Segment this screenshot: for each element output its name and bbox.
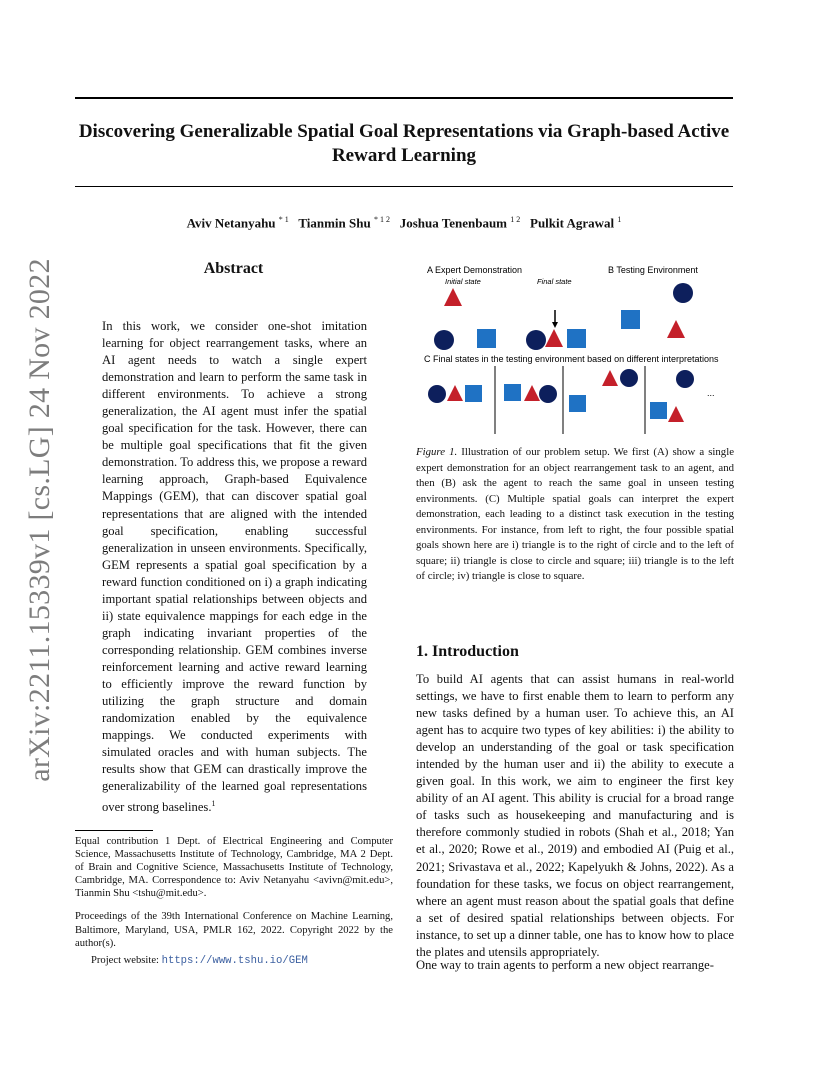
circle-shape	[434, 330, 454, 350]
final-state-label: Final state	[537, 277, 572, 286]
figure-illustration	[415, 258, 735, 438]
square-shape	[504, 384, 521, 401]
affiliations-footnote: Equal contribution 1 Dept. of Electrical Engineering and Computer Science, Massachusetts Institute of Technology, Cambridge, MA 2 Dept. of Brain and Cognitive Science, Massachusetts Institute of Technology, Cambridge, MA. Correspondence to: Aviv Netanyahu <avivn@mit.edu>, Tianmin Shu <tshu@mit.edu>.	[75, 836, 393, 900]
paper-title: Discovering Generalizable Spatial Goal Representations via Graph-based Active Reward Learning	[78, 121, 730, 166]
website-link[interactable]: https://www.tshu.io/GEM	[161, 954, 308, 967]
square-shape	[569, 395, 586, 412]
author-marks: 1 2	[510, 215, 521, 224]
author-list	[75, 215, 733, 231]
triangle-shape	[545, 329, 563, 347]
abstract-heading: Abstract	[203, 260, 264, 277]
square-shape	[621, 310, 640, 329]
caption-label: Figure 1.	[416, 446, 458, 458]
triangle-shape	[667, 320, 685, 338]
square-shape	[477, 329, 496, 348]
square-shape	[567, 329, 586, 348]
panel-b-label: B Testing Environment	[608, 265, 698, 275]
arxiv-identifier-stamp: arXiv:2211.15339v1 [cs.LG] 24 Nov 2022	[23, 258, 56, 782]
circle-shape	[673, 283, 693, 303]
intro-paragraph: One way to train agents to perform a new object rearrange-	[416, 958, 714, 972]
figure-caption: Figure 1. Illustration of our problem setup. We first (A) show a single expert demonstration for an object rearrangement task to an agent, and then (B) ask the agent to reach the same goal in unseen testing environments. (C) Multiple spatial goals can interpret the expert demonstration, each leading to a distinct task execution in the testing environments. For instance, from left to right, the four possible spatial goals shown here are i) triangle is to the right of circle and to the left of square; ii) triangle is close to circle and square; iii) triangle is to the left of circle; iv) triangle is close to square.	[416, 446, 734, 582]
triangle-shape	[444, 288, 462, 306]
initial-state-label: Initial state	[445, 277, 481, 286]
triangle-shape	[447, 385, 463, 401]
ellipsis-label: ...	[707, 388, 715, 398]
circle-shape	[620, 369, 638, 387]
section-heading-introduction: 1. Introduction	[416, 643, 519, 660]
author-marks: 1	[617, 215, 622, 224]
author-name: Tianmin Shu	[298, 215, 371, 231]
circle-shape	[526, 330, 546, 350]
panel-a-label: A Expert Demonstration	[427, 265, 523, 275]
circle-shape	[539, 385, 557, 403]
square-shape	[465, 385, 482, 402]
title-top-rule	[75, 97, 733, 99]
intro-paragraph: To build AI agents that can assist humans in real-world settings, we have to first enable them to learn to perform any new tasks defined by a human user. To achieve this, an AI agent has to acquire two types of key abilities: i) the ability to develop an understanding of the goal or task specification intended by the human user and ii) the ability to execute a given goal. In this work, we aim to engineer the first key ability of an AI agent. This ability is crucial for a broad range of tasks such as housekeeping and manufacturing and is therefore commonly studied in robots (Shah et al., 2018; Yan et al., 2020; Rowe et al., 2019) and embodied AI (Puig et al., 2021; Srivastava et al., 2022; Kapelyukh & Johns, 2022). As a foundation for these tasks, we focus on object rearrangement, where an agent must reason about the spatial goals that define a set of desired spatial relationships between objects. For instance, to set up a dinner table, one has to know how to place the plates and utensils appropriately.	[416, 672, 734, 959]
triangle-shape	[602, 370, 618, 386]
website-footnote: Project website: https://www.tshu.io/GEM	[91, 954, 308, 967]
abstract-text: In this work, we consider one-shot imitation learning for object rearrangement tasks, where an AI agent needs to watch a single expert demonstration and learn to perform the same task in different environments. To achieve a strong generalization, the AI agent must infer the spatial goal specification for the task. However, there can be multiple goal specifications that fit the given demonstration. To address this, we propose a reward learning approach, Graph-based Equivalence Mappings (GEM), that can discover spatial goal representations that are aligned with the intended goal specification, enabling successful generalization in unseen environments. Specifically, GEM represents a spatial goal specification by a reward function conditioned on i) a graph indicating important spatial relationships between objects and ii) state equivalence mappings for each edge in the graph indicating invariant properties of the corresponding relationship. GEM combines inverse reinforcement learning and active reward learning to efficiently improve the reward function by utilizing the graph structure and domain randomization enabled by the equivalence mappings. We conducted experiments with simulated oracles and with human subjects. The results show that GEM can drastically improve the generalizability of the learned goal representations over strong baselines.$^1$	[102, 319, 367, 815]
triangle-shape	[524, 385, 540, 401]
author-name: Aviv Netanyahu	[186, 215, 276, 231]
arrow-head-icon	[552, 322, 558, 328]
footnotes	[75, 835, 393, 968]
triangle-shape	[668, 406, 684, 422]
author-marks: * 1 2	[373, 215, 390, 224]
author-name: Pulkit Agrawal	[530, 215, 615, 231]
author-name: Joshua Tenenbaum	[399, 215, 508, 231]
figure-1	[415, 258, 735, 438]
square-shape	[650, 402, 667, 419]
footnote-divider	[75, 830, 153, 831]
author-marks: * 1	[278, 215, 289, 224]
proceedings-footnote: Proceedings of the 39th International Conference on Machine Learning, Baltimore, Maryland, USA, PMLR 162, 2022. Copyright 2022 by the author(s).	[75, 911, 393, 949]
panel-c-label: C Final states in the testing environment based on different interpretations	[424, 354, 719, 364]
title-bottom-rule	[75, 186, 733, 187]
circle-shape	[428, 385, 446, 403]
footnote-mark: 1	[211, 799, 216, 809]
circle-shape	[676, 370, 694, 388]
